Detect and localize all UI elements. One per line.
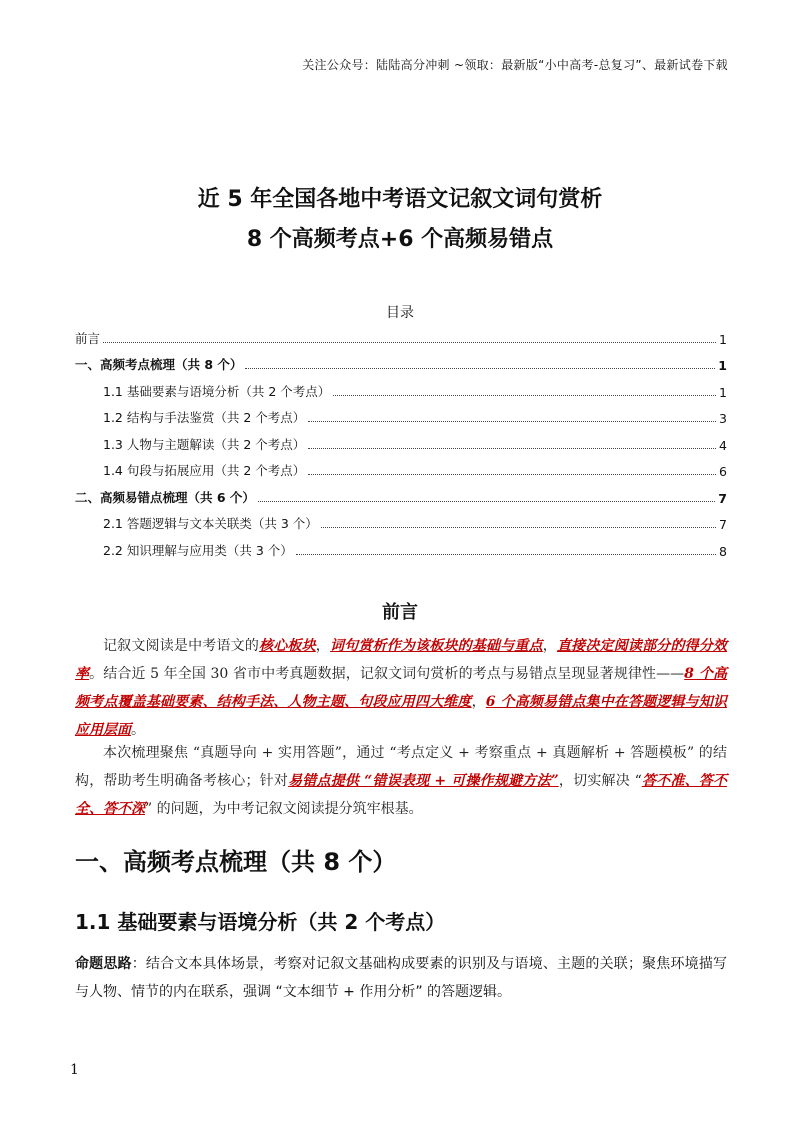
text-run: ， (542, 638, 557, 654)
toc-entry-1-4[interactable] (75, 453, 727, 480)
toc-entry-page: 3 (719, 411, 727, 426)
toc-entry-page: 6 (719, 464, 727, 479)
proposition-label: 命题思路 (75, 956, 132, 972)
toc-entry-2-2[interactable] (75, 532, 727, 559)
highlight-text: 词句赏析作为该板块的基础与重点 (329, 638, 543, 654)
toc-entry-page: 8 (719, 543, 727, 559)
toc-entry-section-1[interactable] (75, 347, 727, 374)
toc-entry-label: 1.3 人物与主题解读（共 2 个考点） (103, 436, 306, 452)
table-of-contents (75, 320, 727, 559)
highlight-text: 易错点提供 “错误表现 + 可操作规避方法” (288, 773, 559, 789)
highlight-text: 直接决定阅读部分的得分效率 (75, 638, 728, 682)
toc-leader (296, 554, 716, 555)
highlight-text: 8 个高频考点覆盖基础要素、结构手法、人物主题、句段应用四大维度 (75, 666, 728, 710)
text-run: ， (315, 638, 330, 654)
header-note: 关注公众号：陆陆高分冲刺 ~领取：最新版“小中高考-总复习”、最新试卷下载 (302, 58, 728, 72)
text-run: 。 (131, 722, 145, 738)
toc-entry-page: 4 (719, 437, 727, 453)
toc-entry-section-2[interactable] (75, 479, 727, 506)
toc-entry-label: 1.2 结构与手法鉴赏（共 2 个考点） (103, 410, 306, 425)
toc-leader (245, 368, 715, 369)
proposition-thinking (75, 950, 727, 1006)
subsection-heading-1-1: 1.1 基础要素与语境分析（共 2 个考点） (75, 910, 446, 934)
toc-entry-1-3[interactable] (75, 426, 727, 453)
toc-entry-label: 一、高频考点梳理（共 8 个） (75, 357, 243, 372)
toc-leader (321, 527, 716, 528)
toc-leader (308, 474, 716, 475)
text-run: 。结合近 5 年全国 30 省市中考真题数据，记叙文词句赏析的考点与易错点呈现显著规律性—— (89, 666, 685, 682)
toc-entry-1-2[interactable] (75, 400, 727, 427)
toc-entry-1-1[interactable] (75, 373, 727, 400)
highlight-text: 核心板块 (259, 638, 316, 654)
title-line-1: 近 5 年全国各地中考语文记叙文词句赏析 (197, 187, 603, 212)
toc-leader (333, 395, 716, 396)
toc-entry-page: 1 (719, 384, 727, 400)
toc-entry-label: 2.1 答题逻辑与文本关联类（共 3 个） (103, 516, 318, 531)
document-title (0, 180, 800, 260)
toc-entry-label: 二、高频易错点梳理（共 6 个） (75, 489, 255, 505)
toc-entry-page: 7 (718, 490, 727, 506)
toc-entry-page: 7 (719, 517, 727, 532)
toc-leader (103, 342, 716, 343)
text-run: 本次梳理聚焦 “真题导向 + 实用答题”，通过 “考点定义 + 考察重点 + 真题解析 + 答题模板” 的结构，帮助考生明确备考核心；针对 (75, 745, 727, 789)
toc-leader (308, 448, 716, 449)
text-run: ” 的问题，为中考记叙文阅读提分筑牢根基。 (145, 801, 423, 817)
toc-leader (258, 501, 715, 502)
text-run: ， (471, 694, 486, 710)
highlight-text: 6 个高频易错点集中在答题逻辑与知识应用层面 (75, 694, 728, 738)
preface-title: 前言 (382, 602, 418, 623)
toc-entry-label: 1.1 基础要素与语境分析（共 2 个考点） (103, 383, 331, 399)
toc-heading: 目录 (386, 305, 414, 321)
toc-entry-preface[interactable] (75, 320, 727, 347)
toc-entry-page: 1 (719, 331, 727, 347)
toc-entry-page: 1 (718, 358, 727, 373)
proposition-text: ：结合文本具体场景，考察对记叙文基础构成要素的识别及与语境、主题的关联；聚焦环境描写与人物、情节的内在联系，强调 “文本细节 + 作用分析” 的答题逻辑。 (75, 956, 728, 1000)
text-run: 记叙文阅读是中考语文的 (103, 638, 260, 654)
preface-paragraph-2 (75, 739, 727, 823)
title-line-2: 8 个高频考点+6 个高频易错点 (246, 227, 554, 252)
text-run: ，切实解决 “ (558, 773, 642, 789)
highlight-text: 答不准、答不全、答不深 (75, 773, 728, 817)
toc-entry-label: 2.2 知识理解与应用类（共 3 个） (103, 542, 293, 558)
toc-leader (308, 421, 716, 422)
toc-entry-label: 前言 (75, 330, 101, 346)
toc-entry-label: 1.4 句段与拓展应用（共 2 个考点） (103, 463, 306, 478)
page-number: 1 (70, 1062, 79, 1078)
section-heading-1: 一、高频考点梳理（共 8 个） (75, 848, 397, 876)
preface-paragraph-1 (75, 632, 727, 744)
toc-entry-2-1[interactable] (75, 506, 727, 533)
